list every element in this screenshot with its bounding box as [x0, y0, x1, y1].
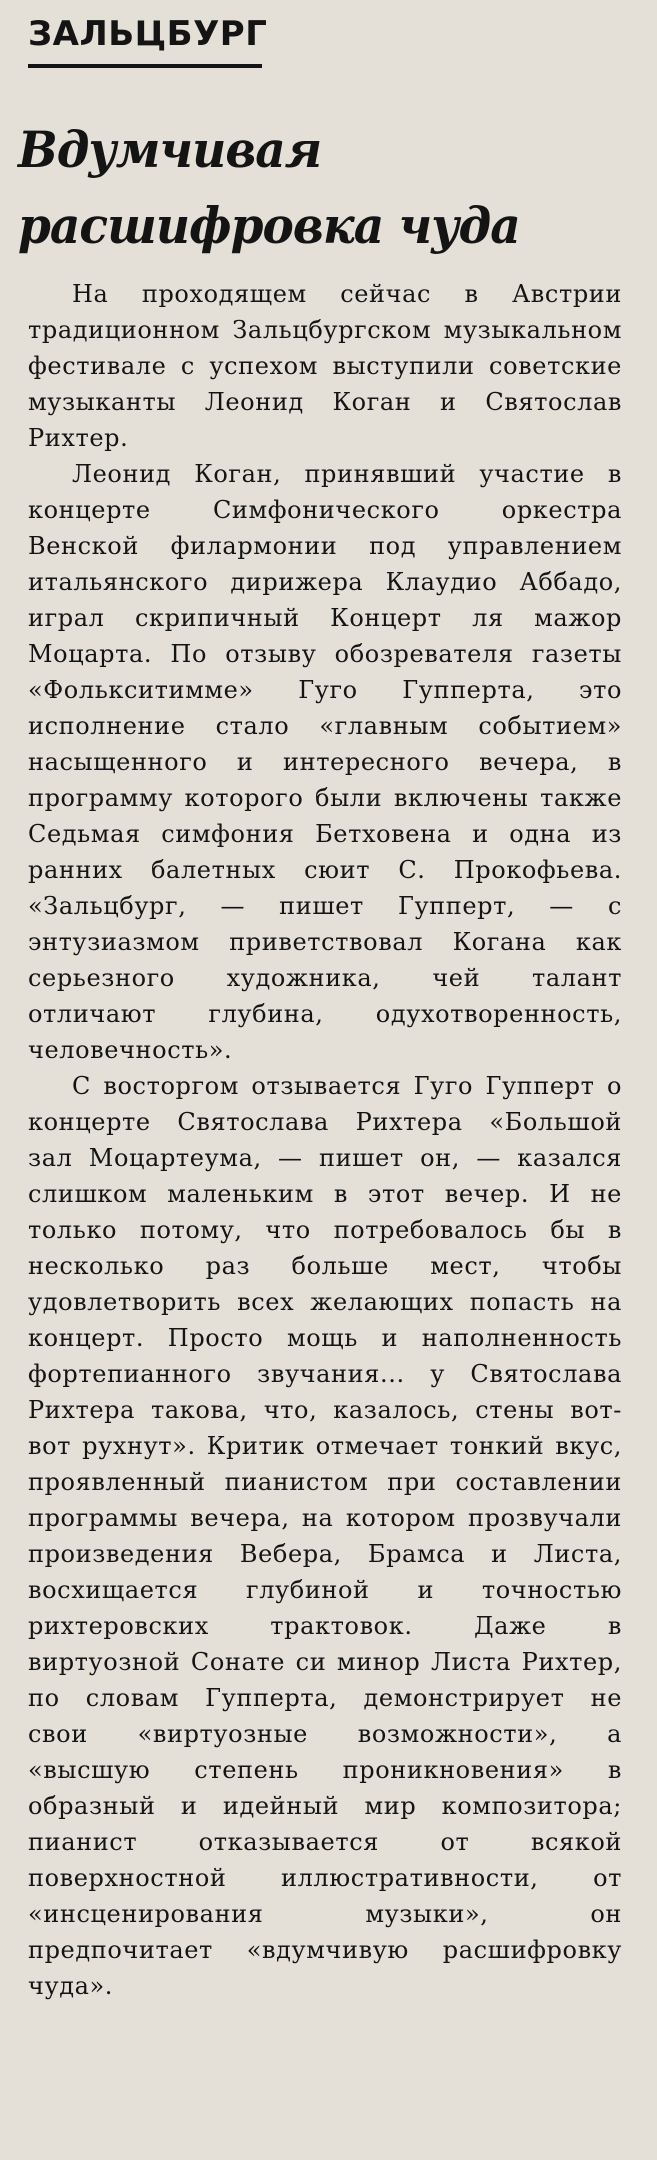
headline-line-1: Вдумчивая — [18, 120, 322, 179]
rubric-block — [28, 14, 268, 68]
rubric-label: ЗАЛЬЦБУРГ — [28, 14, 268, 54]
paragraph-3: С восторгом отзывается Гуго Гупперт о концерте Святослава Рихтера «Большой зал Моцартеума, — пишет он, — казался слишком маленьким в этот вечер. И не только потому, что потребовалось бы в несколько раз больше мест, чтобы удовлетворить всех желающих попасть на концерт. Просто мощь и наполненность фортепианного звучания... у Святослава Рихтера такова, что, казалось, стены вот-вот рухнут». Критик отмечает тонкий вкус, проявленный пианистом при составлении программы вечера, на котором прозвучали произведения Вебера, Брамса и Листа, восхищается глубиной и точностью рихтеровских трактовок. Даже в виртуозной Сонате си минор Листа Рихтер, по словам Гупперта, демонстрирует не свои «виртуозные возможности», а «высшую степень проникновения» в образный и идейный мир композитора; пианист отказывается от всякой поверхностной иллюстративности, от «инсценирования музыки», он предпочитает «вдумчивую расшифровку чуда». — [28, 1072, 622, 2000]
paragraph-2: Леонид Коган, принявший участие в концерте Симфонического оркестра Венской филармонии под управлением итальянского дирижера Клаудио Аббадо, играл скрипичный Концерт ля мажор Моцарта. По отзыву обозревателя газеты «Фолькситимме» Гуго Гупперта, это исполнение стало «главным событием» насыщенного и интересного вечера, в программу которого были включены также Седьмая симфония Бетховена и одна из ранних балетных сюит С. Прокофьева. «Зальцбург, — пишет Гупперт, — с энтузиазмом приветствовал Когана как серьезного художника, чей талант отличают глубина, одухотворенность, человечность». — [28, 460, 622, 1064]
rubric-underline — [28, 64, 262, 68]
article-headline — [18, 112, 582, 264]
article-body — [28, 276, 622, 2004]
paragraph-1: На проходящем сейчас в Австрии традиционном Зальцбургском музыкальном фестивале с успехом выступили советские музыканты Леонид Коган и Святослав Рихтер. — [28, 280, 622, 452]
headline-line-2: расшифровка чуда — [18, 196, 520, 255]
